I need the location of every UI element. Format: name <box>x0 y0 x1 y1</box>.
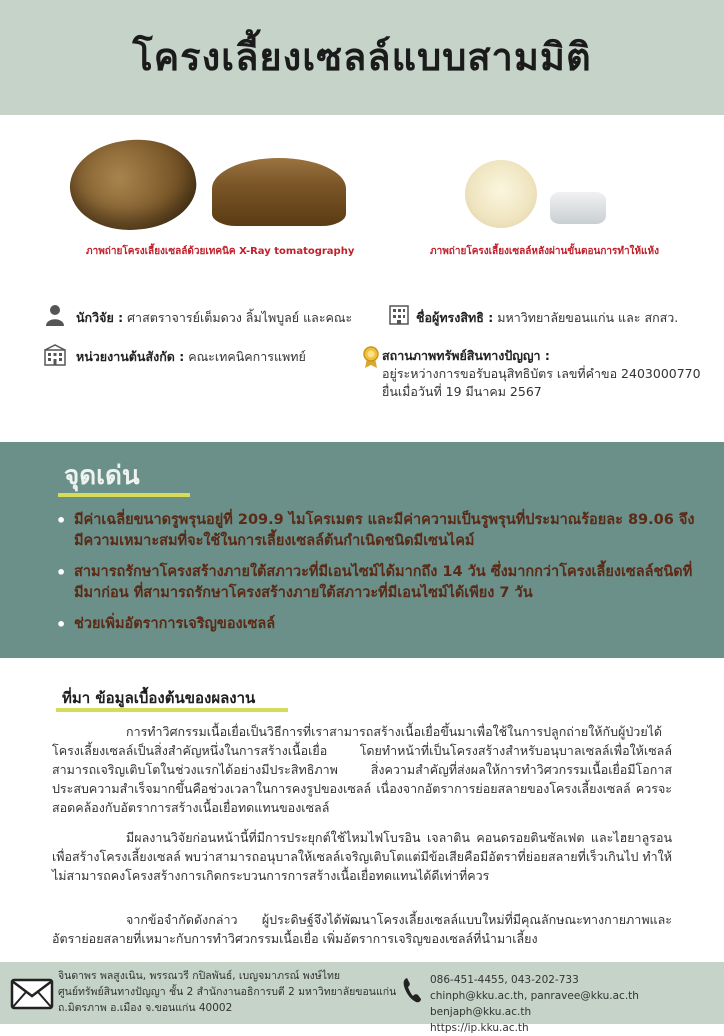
ribbon-icon <box>360 346 382 368</box>
owner-row <box>416 308 678 328</box>
researcher-label: นักวิจัย : <box>76 310 124 325</box>
footer-address-line1: ศูนย์ทรัพย์สินทางปัญญา ชั้น 2 สำนักงานอธิการบดี 2 มหาวิทยาลัยขอนแก่น <box>58 986 397 998</box>
building-icon <box>44 344 66 366</box>
background-section-title: ที่มา ข้อมูลเบื้องต้นของผลงาน <box>62 689 256 707</box>
scaffold-photo-xray-1 <box>64 132 201 239</box>
highlights-list <box>56 510 696 645</box>
background-paragraph-1: การทำวิศกรรมเนื้อเยื่อเป็นวิธีการที่เราสามารถสร้างเนื้อเยื่อขึ้นมาเพื่อใช้ในการปลูกถ่ายให้กับผู้ป่วยได้ โครงเลี้ยงเซลล์เป็นสิ่งสำคัญหนึ่งในการสร้างเนื้อเยื่อ โดยทำหน้าที่เป็นโครงสร้างสำหรับอนุบาลเซลล์เพื่อให้เซลล์สามารถเจริญเติบโตในช่วงแรกได้อย่างมีประสิทธิภาพ สิ่งความสำคัญที่ส่งผลให้การทำวิศวกรรมเนื้อเยื่อมีโอกาสประสบความสำเร็จมากขึ้นคือช่วงเวลาในการคงรูปของเซลล์ เนื่องจากอัตราการย่อยสลายของโครงเลี้ยงเซลล์ ควรจะสอดคล้องกับอัตราการสร้างเนื้อเยื่อทดแทนของเซลล์ <box>52 724 672 815</box>
photo-caption-dried: ภาพถ่ายโครงเลี้ยงเซลล์หลังผ่านขั้นตอนการทำให้แห้ง <box>430 246 659 257</box>
footer-website[interactable]: https://ip.kku.ac.th <box>430 1022 529 1034</box>
photo-caption-xray: ภาพถ่ายโครงเลี้ยงเซลล์ด้วยเทคนิค X-Ray tomatography <box>86 246 355 257</box>
footer-contact-address <box>58 968 398 1016</box>
phone-icon <box>402 976 422 1008</box>
background-section-underline <box>56 708 288 712</box>
unit-value: คณะเทคนิคการแพทย์ <box>188 349 306 364</box>
footer-phone: 086-451-4455, 043-202-733 <box>430 974 579 986</box>
ip-status-label: สถานภาพทรัพย์สินทางปัญญา : <box>382 348 550 363</box>
unit-row <box>76 347 306 367</box>
scaffold-photo-dried-2 <box>550 192 606 224</box>
scaffold-photo-dried-1 <box>465 160 537 228</box>
envelope-icon <box>10 978 54 1014</box>
background-paragraph-2: มีผลงานวิจัยก่อนหน้านี้ที่มีการประยุกต์ใช้ไหมไฟโบรอิน เจลาติน คอนดรอยตินซัลเฟต และไฮยาลูรอนเพื่อสร้างโครงเลี้ยงเซลล์ พบว่าสามารถอนุบาลให้เซลล์เจริญเติบโตแต่มีข้อเสียคือมีอัตราที่ย่อยสลายที่เร็วเกินไป ทำให้ไม่สามารถคงโครงสร้างการเกิดกระบวนการการสร้างเนื้อเยื่อทดแทนได้ดีเท่าที่ควร <box>52 830 673 883</box>
background-paragraph-3: จากข้อจำกัดดังกล่าว ผู้ประดิษฐ์จึงได้พัฒนาโครงเลี้ยงเซลล์แบบใหม่ที่มีคุณลักษณะทางกายภาพและอัตราย่อยสลายที่เหมาะกับการทำวิศวกรรมเนื้อเยื่อ เพิ่มอัตราการเจริญของเซลล์ที่นำมาเลี้ยง <box>52 912 672 946</box>
highlight-item: • มีค่าเฉลี่ยขนาดรูพรุนอยู่ที่ 209.9 ไมโครเมตร และมีค่าความเป็นรูพรุนที่ประมาณร้อยละ 89.06 จึงมีความเหมาะสมที่จะใช้ในการเลี้ยงเซลล์ต้นกำเนิดชนิดมีเซนไคม์ <box>56 510 696 552</box>
highlights-title: จุดเด่น <box>64 461 140 491</box>
researcher-row <box>76 308 352 328</box>
page-title: โครงเลี้ยงเซลล์แบบสามมิติ <box>132 35 592 79</box>
footer-address-line2: ถ.มิตรภาพ อ.เมือง จ.ขอนแก่น 40002 <box>58 1002 233 1014</box>
ip-status-line2: ยื่นเมื่อวันที่ 19 มีนาคม 2567 <box>382 384 542 399</box>
ip-status-line1: อยู่ระหว่างการขอรับอนุสิทธิบัตร เลขที่คำขอ 2403000770 <box>382 366 701 381</box>
unit-label: หน่วยงานต้นสังกัด : <box>76 349 185 364</box>
person-icon <box>44 304 66 326</box>
ip-status-block <box>382 347 701 401</box>
owner-label: ชื่อผู้ทรงสิทธิ : <box>416 310 494 325</box>
highlight-item: • ช่วยเพิ่มอัตราการเจริญของเซลล์ <box>56 614 696 635</box>
building-icon <box>388 304 410 326</box>
highlight-item: • สามารถรักษาโครงสร้างภายใต้สภาวะที่มีเอนไซม์ได้มากถึง 14 วัน ซึ่งมากกว่าโครงเลี้ยงเซลล์ชนิดที่มีมาก่อน ที่สามารถรักษาโครงสร้างภายใต้สภาวะที่มีเอนไซม์ได้เพียง 7 วัน <box>56 562 696 604</box>
owner-value: มหาวิทยาลัยขอนแก่น และ สกสว. <box>497 310 679 325</box>
footer-names: จินดาพร พลสูงเนิน, พรรณวรี กปิลพันธ์, เบญจมาภรณ์ พงษ์ไทย <box>58 970 341 982</box>
footer-email[interactable]: chinph@kku.ac.th, panravee@kku.ac.th benjaph@kku.ac.th <box>430 990 639 1018</box>
highlights-underline <box>58 493 190 497</box>
footer-contact-right <box>430 972 720 1036</box>
researcher-value: ศาสตราจารย์เต็มดวง ลิ้มไพบูลย์ และคณะ <box>127 310 353 325</box>
scaffold-photo-xray-2 <box>212 158 346 226</box>
